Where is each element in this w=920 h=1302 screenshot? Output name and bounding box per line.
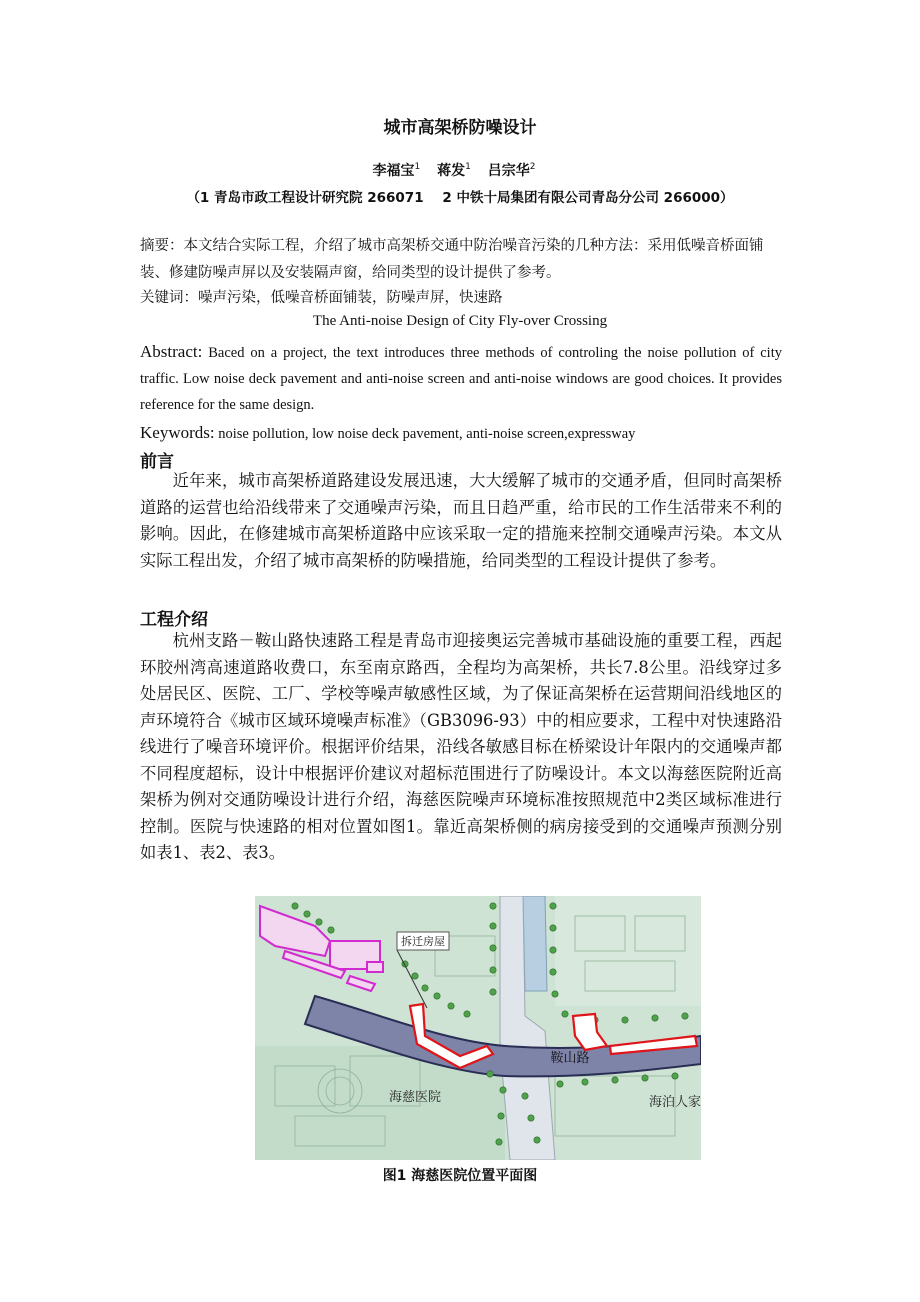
section-heading-project: 工程介绍 (140, 610, 208, 630)
abstract-label: Abstract: (140, 342, 203, 361)
section-preface-paragraph: 近年来，城市高架桥道路建设发展迅速，大大缓解了城市的交通矛盾，但同时高架桥道路的运营也给沿线带来了交通噪声污染，而且日趋严重，给市民的工作生活带来不利的影响。因此，在修建城市高架桥道路中应该采取一定的措施来控制交通噪声污染。本文从实际工程出发，介绍了城市高架桥的防噪措施，给同类型的工程设计提供了参考。 (140, 471, 782, 570)
figure-caption: 图1 海慈医院位置平面图 (382, 1168, 538, 1184)
author-affil-mark: 1 (465, 162, 471, 173)
abstract-english-text: Baced on a project, the text introduces three methods of controling the noise pollution of city traffic. Low noise deck pavement and anti-noise screen and anti-noise windows are good choices. It provides reference for the same design. (140, 345, 782, 413)
abstract-chinese: 摘要：本文结合实际工程，介绍了城市高架桥交通中防治噪音污染的几种方法：采用低噪音桥面铺装、修建防噪声屏以及安装隔声窗，给同类型的设计提供了参考。 (140, 238, 764, 281)
site-plan-figure (255, 896, 701, 1160)
label-residence: 海泊人家 (648, 1095, 701, 1110)
label-demolish: 拆迁房屋 (401, 935, 445, 948)
author-list (0, 160, 920, 180)
keywords-chinese: 关键词：噪声污染，低噪音桥面铺装，防噪声屏，快速路 (140, 290, 503, 306)
english-title: The Anti-noise Design of City Fly-over Crossing (312, 313, 608, 329)
section-heading-preface: 前言 (140, 452, 174, 472)
author-affil-mark: 1 (414, 162, 421, 173)
label-hospital: 海慈医院 (388, 1090, 442, 1105)
keywords-label: Keywords: (140, 423, 215, 442)
author-name: 蒋发 (437, 163, 466, 179)
author-name: 吕宗华 (487, 163, 530, 179)
affiliation: （1 青岛市政工程设计研究院 266071 2 中铁十局集团有限公司青岛分公司 266000） (186, 190, 734, 206)
label-road: 鞍山路 (550, 1051, 590, 1066)
author-affil-mark: 2 (529, 162, 536, 173)
paper-title: 城市高架桥防噪设计 (383, 118, 537, 138)
keywords-english-text: noise pollution, low noise deck pavement, anti-noise screen,expressway (214, 426, 636, 442)
author-name: 李福宝 (372, 163, 415, 179)
keywords-english (140, 420, 800, 447)
abstract-english (140, 339, 782, 418)
section-project-paragraph: 杭州支路－鞍山路快速路工程是青岛市迎接奥运完善城市基础设施的重要工程，西起环胶州湾高速道路收费口，东至南京路西，全程均为高架桥，共长7.8公里。沿线穿过多处居民区、医院、工厂、学校等噪声敏感性区域，为了保证高架桥在运营期间沿线地区的声环境符合《城市区域环境噪声标准》（GB3096-93）中的相应要求，工程中对快速路沿线进行了噪音环境评价。根据评价结果，沿线各敏感目标在桥梁设计年限内的交通噪声都不同程度超标，设计中根据评价建议对超标范围进行了防噪设计。本文以海慈医院附近高架桥为例对交通防噪设计进行介绍，海慈医院噪声环境标准按照规范中2类区域标准进行控制。医院与快速路的相对位置如图1。靠近高架桥侧的病房接受到的交通噪声预测分别如表1、表2、表3。 (140, 631, 782, 862)
site-plan-map (255, 896, 701, 1160)
